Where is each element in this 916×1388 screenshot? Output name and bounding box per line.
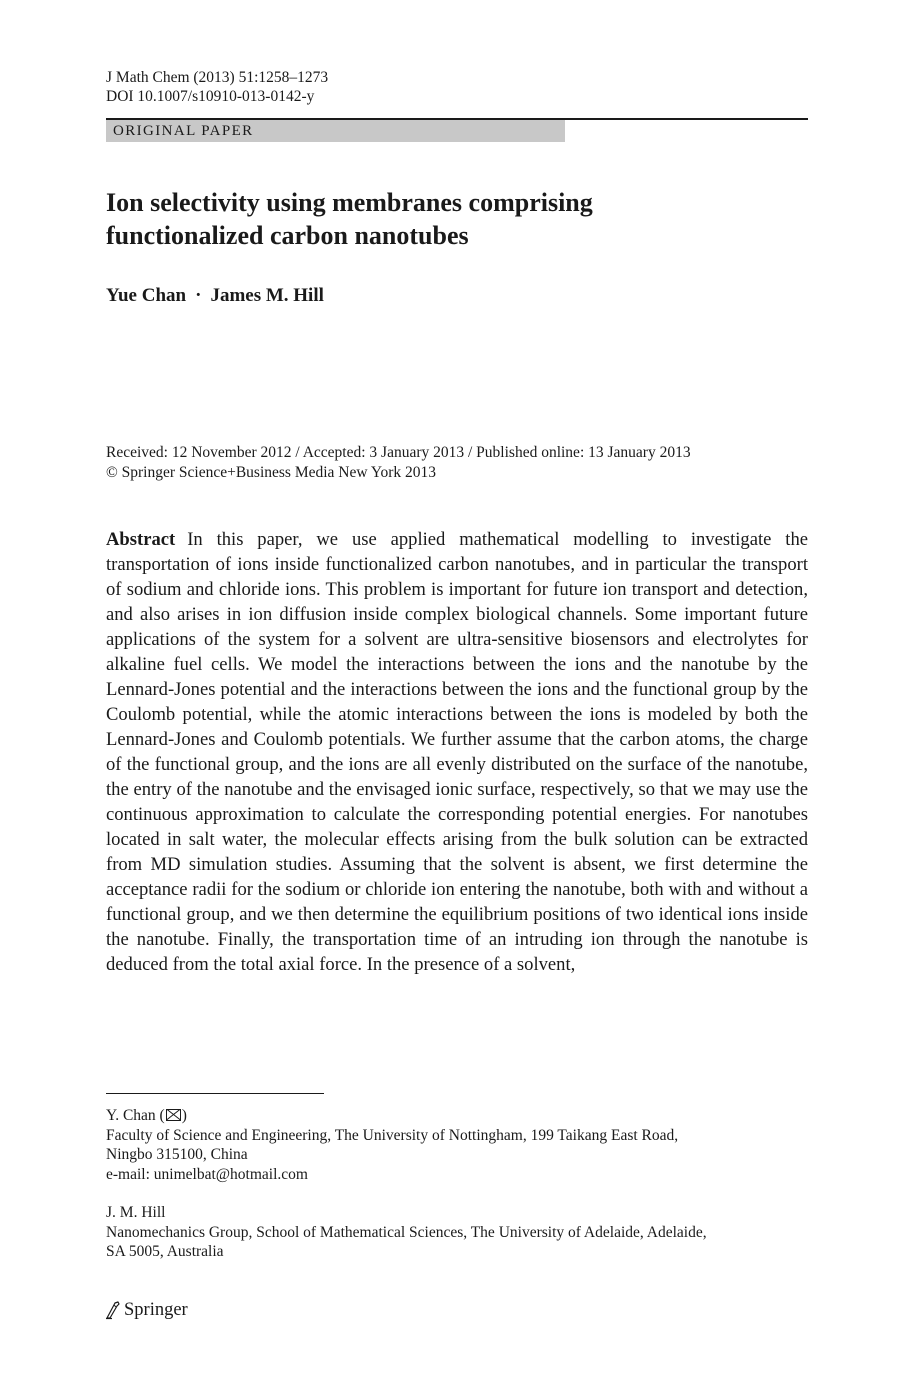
journal-citation: J Math Chem (2013) 51:1258–1273 <box>106 69 329 86</box>
paper-title <box>106 186 808 252</box>
journal-info <box>106 68 328 106</box>
affiliation-email: e-mail: unimelbat@hotmail.com <box>106 1166 308 1184</box>
publisher-logo <box>104 1299 188 1321</box>
author-name: Yue Chan <box>106 285 187 306</box>
abstract-heading: Abstract <box>106 529 176 550</box>
corresponding-author <box>106 1106 808 1126</box>
author-separator: · <box>195 285 202 306</box>
affiliation-address-line: Ningbo 315100, China <box>106 1146 248 1164</box>
affiliation-address-line: Faculty of Science and Engineering, The University of Nottingham, 199 Taikang East Road, <box>106 1126 679 1144</box>
affiliation-author-name: Y. Chan ( <box>106 1107 165 1124</box>
paper-title-line-1: Ion selectivity using membranes comprising <box>106 188 593 217</box>
envelope-icon <box>166 1109 181 1121</box>
author-list <box>106 285 324 307</box>
affiliation-block <box>106 1106 808 1185</box>
publication-history <box>106 443 808 483</box>
affiliation-address-line: Nanomechanics Group, School of Mathematical Sciences, The University of Adelaide, Adelaide, <box>106 1223 707 1241</box>
copyright-notice: © Springer Science+Business Media New York 2013 <box>106 464 437 481</box>
abstract-text: In this paper, we use applied mathematical modelling to investigate the transportation of ions inside functionalized carbon nanotubes, and in particular the transport of sodium and chloride ions. This problem is important for future ion transport and detection, and also arises in ion diffusion inside complex biological channels. Some important future applications of the system for a solvent are ultra-sensitive biosensors and electrolytes for alkaline fuel cells. We model the interactions between the ions and the nanotube by the Lennard-Jones potential and the interactions between the ions and the functional group by the Coulomb potential, while the atomic interactions between the ions is modeled by both the Lennard-Jones and Coulomb potentials. We further assume that the carbon atoms, the charge of the functional group, and the ions are all evenly distributed on the surface of the nanotube, the entry of the nanotube and the envisaged ionic surface, respectively, so that we may use the continuous approximation to calculate the corresponding potential energies. For nanotubes located in salt water, the molecular effects arising from the bulk solution can be extracted from MD simulation studies. Assuming that the solvent is absent, we first determine the acceptance radii for the sodium or chloride ion entering the nanotube, both with and without a functional group, and we then determine the equilibrium positions of two identical ions inside the nanotube. Finally, the transportation time of an intruding ion through the nanotube is deduced from the total axial force. In the presence of a solvent, <box>106 529 808 975</box>
paper-type-bar <box>106 120 565 142</box>
abstract <box>106 527 808 977</box>
journal-doi: DOI 10.1007/s10910-013-0142-y <box>106 88 315 105</box>
affiliation-address-line: SA 5005, Australia <box>106 1243 224 1261</box>
springer-horse-icon <box>104 1300 121 1320</box>
affiliation-block <box>106 1203 808 1262</box>
affiliation-author-name: J. M. Hill <box>106 1204 166 1221</box>
publisher-name: Springer <box>124 1300 188 1320</box>
footnote-rule <box>106 1093 324 1094</box>
publication-dates: Received: 12 November 2012 / Accepted: 3 January 2013 / Published online: 13 January 2013 <box>106 444 691 461</box>
affiliation-author-name-suffix: ) <box>181 1107 187 1124</box>
paper-type-label: ORIGINAL PAPER <box>113 123 254 139</box>
author-name: James M. Hill <box>210 285 324 306</box>
paper-title-line-2: functionalized carbon nanotubes <box>106 221 469 250</box>
